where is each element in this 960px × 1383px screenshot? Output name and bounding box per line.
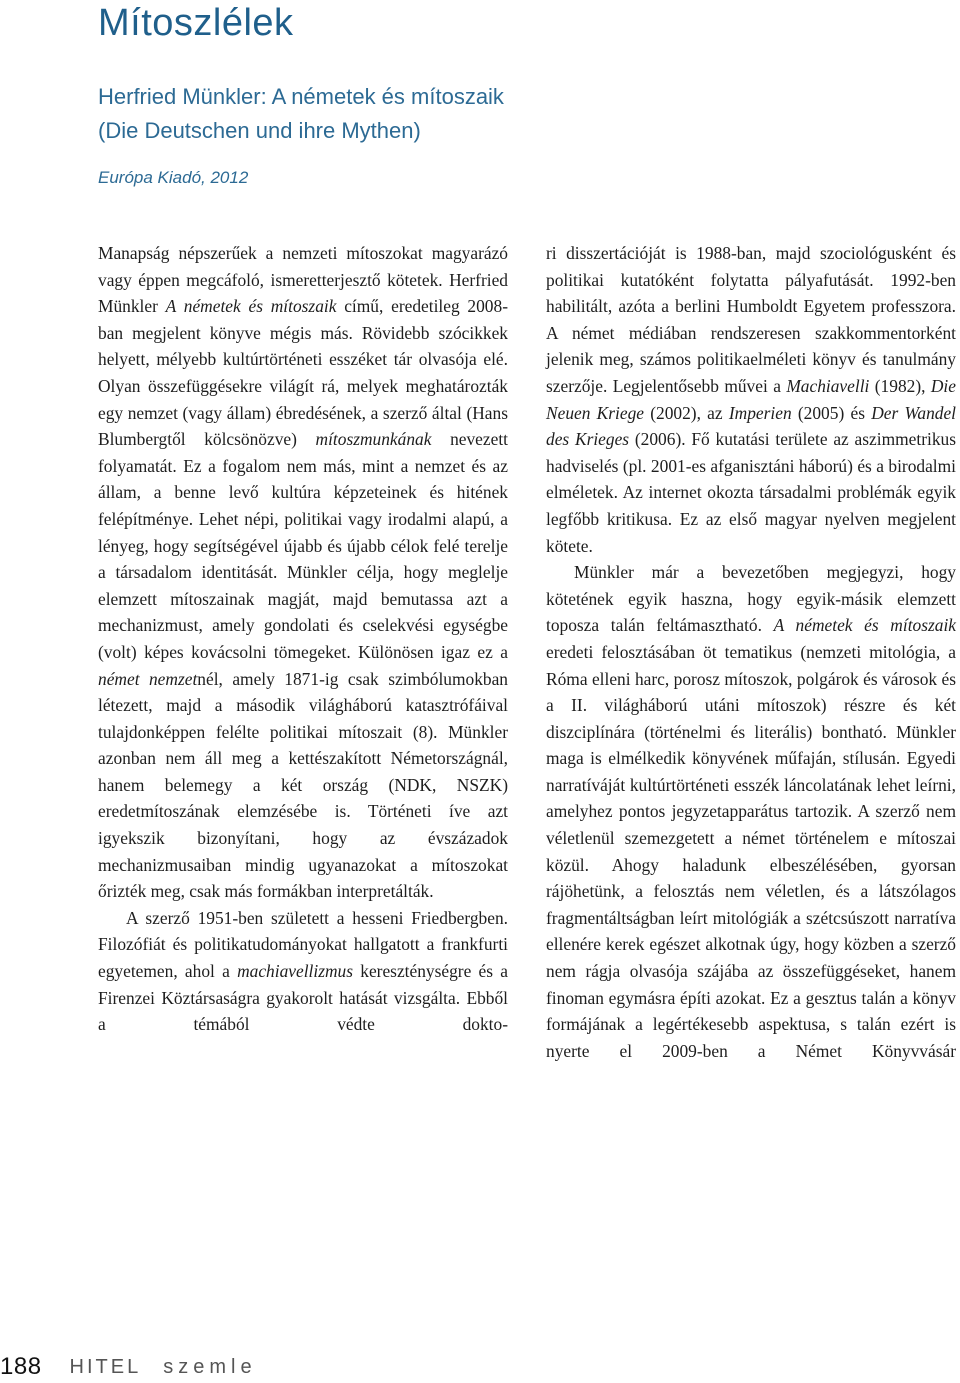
term-italic: machiavellizmus [237, 961, 353, 982]
book-title-ref: A németek és mítoszaik [773, 615, 956, 636]
review-paragraph: Münkler már a bevezetőben megjegyzi, hogy kötetének egyik haszna, hogy egyik-másik elemzett toposza talán feltámasztható. A németek és mítoszaik eredeti felosztásában öt tematikus (nemzeti mitológia, a Róma elleni harc, porosz mítoszok, polgárok és városok és a II. világháború utáni mítoszok) részre és két diszciplínára (történelmi és literális) bontható. Münkler maga is elmélkedik könyvének műfaján, stílusán. Egyedi narratíváját kultúrtörténeti esszék láncolatának lehet leírni, amelyhez pontos jegyzetapparátus tartozik. A szerző nem véletlenül szemezgetett a német történelem e mítoszai közül. Ahogy haladunk elbeszélésében, gyorsan rájöhetünk, a felosztás nem véletlen, és a látszólagos fragmentáltságban leírt mitológiák a szétcsúszott narratíva ellenére kerek egészet alkotnak úgy, hogy közben a szerző nem rágja olvasója szájába az összefüggéseket, hanem finoman egymásra építi azokat. Ez a gesztus talán a könyv formájának a legértékesebb aspektusa, s talán ezért is nyerte el 2009-ben a Német Könyvvásár [546, 562, 956, 1061]
book-title-ref: A németek és mítoszaik [165, 296, 337, 317]
book-title [98, 80, 504, 148]
review-paragraph: A szerző 1951-ben született a hesseni Friedbergben. Filozófiát és politikatudományokat hallgatott a frankfurti egyetemen, ahol a machiavellizmus kereszténységre és a Firenzei Köztársaságra gyakorolt hatását vizsgálta. Ebből a témából védte dokto- [98, 907, 508, 1035]
book-title-original: (Die Deutschen und ihre Mythen) [98, 118, 421, 143]
term-italic: mítoszmunkának [315, 429, 432, 450]
review-paragraph: Manapság népszerűek a nemzeti mítoszokat magyarázó vagy éppen megcáfoló, ismeretterjesztő kötetek. Herfried Münkler A németek és mítoszaik című, eredetileg 2008-ban megjelent könyve mégis más. Rövidebb szócikkek helyett, mélyebb kultúrtörténeti esszéket tár olvasója elé. Olyan összefüggésekre világít rá, melyek meghatározták egy nemzet (vagy állam) ébredésének, a szerző által (Hans Blumbergtől kölcsönözve) mítoszmunkának nevezett folyamatát. Ez a fogalom nem más, mint a nemzet és az állam, a benne levő kultúra képzeteinek és hitének felépítménye. Lehet népi, politikai vagy irodalmi alapú, a lényeg, hogy segítségével újabb és újabb célok felé terelje a társadalom identitását. Münkler célja, hogy meglelje elemzett mítoszainak magját, majd bemutassa azt a mechanizmust, amely gondolati és cselekvési egységbe (volt) képes kovácsolni tömegeket. Különösen igaz ez a német nemzetnél, amely 1871-ig csak szimbólumokban létezett, majd a második világháború katasztrófáival tulajdonképpen felélte politikai mítoszait (8). Münkler azonban nem áll meg a kettészakított Németországnál, hanem belemegy a két ország (NDK, NSZK) eredetmítoszának elemzésébe is. Történeti íve azt igyekszik bizonyítani, hogy az évszázadok mechanizmusaiban mindig ugyanazokat a mítoszokat őrizték meg, csak más formákban interpretálták. [98, 243, 509, 902]
work-title: Imperien [728, 402, 792, 423]
publisher-line: Európa Kiadó, 2012 [98, 168, 249, 187]
publication-name: HITEL [69, 1355, 142, 1378]
page-footer [0, 1352, 257, 1382]
right-column [546, 240, 956, 1064]
work-title: Machiavelli [786, 375, 870, 396]
page-number: 188 [0, 1353, 42, 1380]
work-title: Der Wandel des Krieges [546, 402, 957, 450]
book-title-hungarian: Herfried Münkler: A németek és mítoszaik [98, 84, 504, 109]
left-column [98, 240, 508, 1038]
work-title: Die Neuen Kriege [546, 375, 956, 423]
section-name: szemle [163, 1355, 257, 1378]
page-title: Mítoszlélek [98, 2, 294, 44]
term-italic: német nemzet [98, 668, 198, 689]
review-paragraph: ri disszertációját is 1988-ban, majd szociológusként és politikai kutatóként folytatta pályafutását. 1992-ben habilitált, azóta a berlini Humboldt Egyetem professzora. A német médiában rendszeresen szakkommentorként jelenik meg, számos politikaelméleti könyv és tanulmány szerzője. Legjelentősebb művei a Machiavelli (1982), Die Neuen Kriege (2002), az Imperien (2005) és Der Wandel des Krieges (2006). Fő kutatási területe az aszimmetrikus hadviselés (pl. 2001-es afganisztáni háború) és a birodalmi elméletek. Az internet okozta társadalmi problémák egyik legfőbb kritikusa. Ez az első magyar nyelven megjelent kötete. [546, 243, 957, 556]
